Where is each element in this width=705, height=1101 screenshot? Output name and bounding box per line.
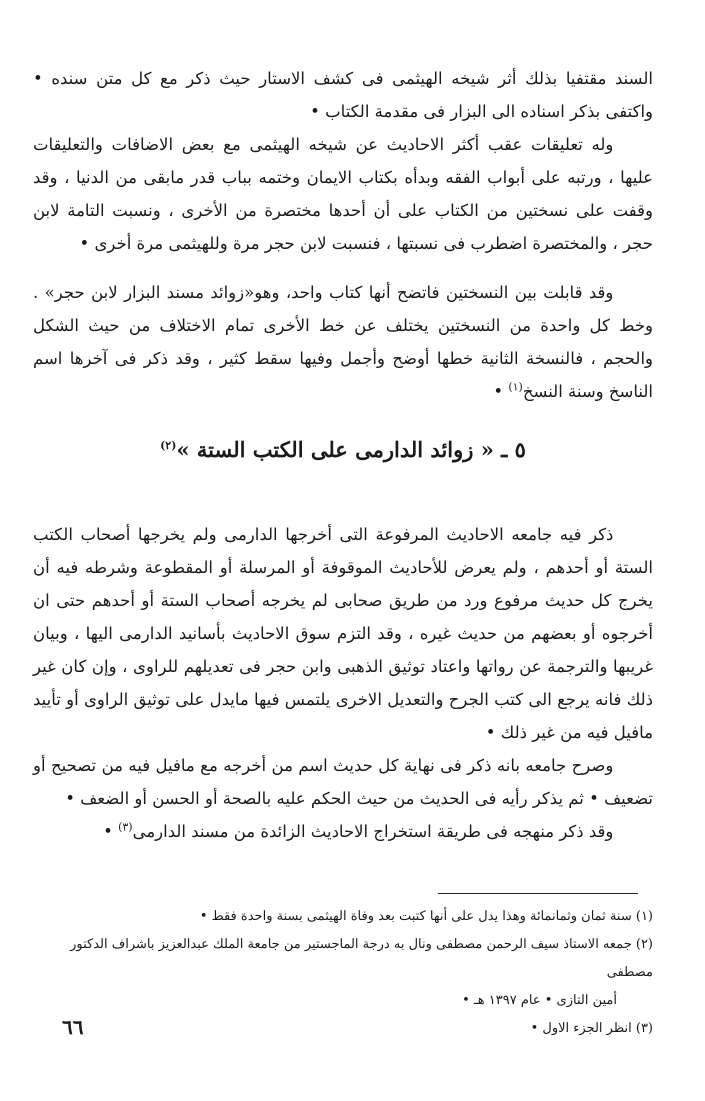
footnote-divider: [438, 893, 638, 894]
paragraph-6-text: وقد ذكر منهجه فى طريقة استخراج الاحاديث الزائدة من مسند الدارمى: [132, 822, 614, 841]
footnotes: [33, 903, 653, 1043]
footnote-ref-3: (٣): [118, 820, 133, 834]
footnote-ref-1: (١): [508, 380, 523, 394]
paragraph-6-end: •: [103, 822, 119, 841]
paragraph-3: [33, 276, 653, 408]
footnote-3: (٣) انظر الجزء الاول •: [530, 1021, 653, 1036]
footnote-1: (١) سنة ثمان وثمانمائة وهذا يدل على أنها كتبت بعد وفاة الهيثمى بسنة واحدة فقط •: [199, 909, 653, 924]
paragraph-3-text: وقد قابلت بين النسختين فاتضح أنها كتاب واحد، وهو«زوائد مسند البزار لابن حجر» . وخط كل واحدة من النسختين يختلف عن خط الأخرى تمام الاختلاف من حيث الشكل والحجم ، فالنسخة الثانية خطها أوضح وأجمل وفيها سقط كثير ، وقد ذكر فى آخرها اسم الناسخ وسنة النسخ: [33, 283, 653, 401]
paragraph-4: ذكر فيه جامعه الاحاديث المرفوعة التى أخرجها الدارمى ولم يخرجها أصحاب الكتب الستة أو أحدهم ، ولم يعرض للأحاديث الموقوفة أو المرسلة أو المقطوعة وشرطه فيه أن يخرج كل حديث مرفوع ورد من طريق صحابى لم يخرجه أصحاب الستة أو أحدهم حتى ان أخرجوه أو بعضهم من حديث غيره ، وقد التزم سوق الاحاديث بأسانيد الدارمى اليها ، وبيان غريبها والترجمة عن رواتها واعتاد توثيق الذهبى وابن حجر فى تعديلهم للراوى ، وإن كان غير ذلك فانه يرجع الى كتب الجرح والتعديل الاخرى يلتمس فيها مايدل على توثيق الراوى أو تأييد مافيل فيه من غير ذلك •: [33, 525, 653, 742]
paragraph-3-end: •: [493, 382, 509, 401]
main-text: [33, 62, 653, 848]
footnote-2: (٢) جمعه الاستاذ سيف الرحمن مصطفى ونال به درجة الماجستير من جامعة الملك عبدالعزيز باشراف الدكتور مصطفى: [70, 937, 653, 980]
section-heading: [33, 430, 653, 470]
footnote-2-continuation: أمين التازى • عام ١٣٩٧ هـ •: [462, 993, 617, 1008]
section-heading-text: ٥ ـ « زوائد الدارمى على الكتب الستة »: [176, 437, 526, 462]
paragraph-6: [33, 815, 653, 848]
paragraph-5: وصرح جامعه بانه ذكر فى نهاية كل حديث اسم من أخرجه مع مافيل فيه من تصحيح أو تضعيف • ثم يذكر رأيه فى الحديث من حيث الحكم عليه بالصحة أو الحسن أو الضعف •: [33, 756, 653, 808]
paragraph-2: وله تعليقات عقب أكثر الاحاديث عن شيخه الهيثمى مع بعض الاضافات والتعليقات عليها ، ورتبه على أبواب الفقه وبدأه بكتاب الايمان وختمه بباب قدر مابقى من الدنيا ، وقد وقفت على نسختين من الكتاب على أن أحدها مختصرة من الأخرى ، ونسبت التامة لابن حجر ، والمختصرة اضطرب فى نسبتها ، فنسبت لابن حجر مرة وللهيثمى مرة أخرى •: [33, 135, 653, 253]
page-number: ٦٦: [62, 1015, 84, 1039]
paragraph-1: السند مقتفيا بذلك أثر شيخه الهيثمى فى كشف الاستار حيث ذكر مع كل متن سنده • واكتفى بذكر اسناده الى البزار فى مقدمة الكتاب •: [33, 69, 653, 121]
footnote-ref-2: (٢): [160, 439, 177, 452]
